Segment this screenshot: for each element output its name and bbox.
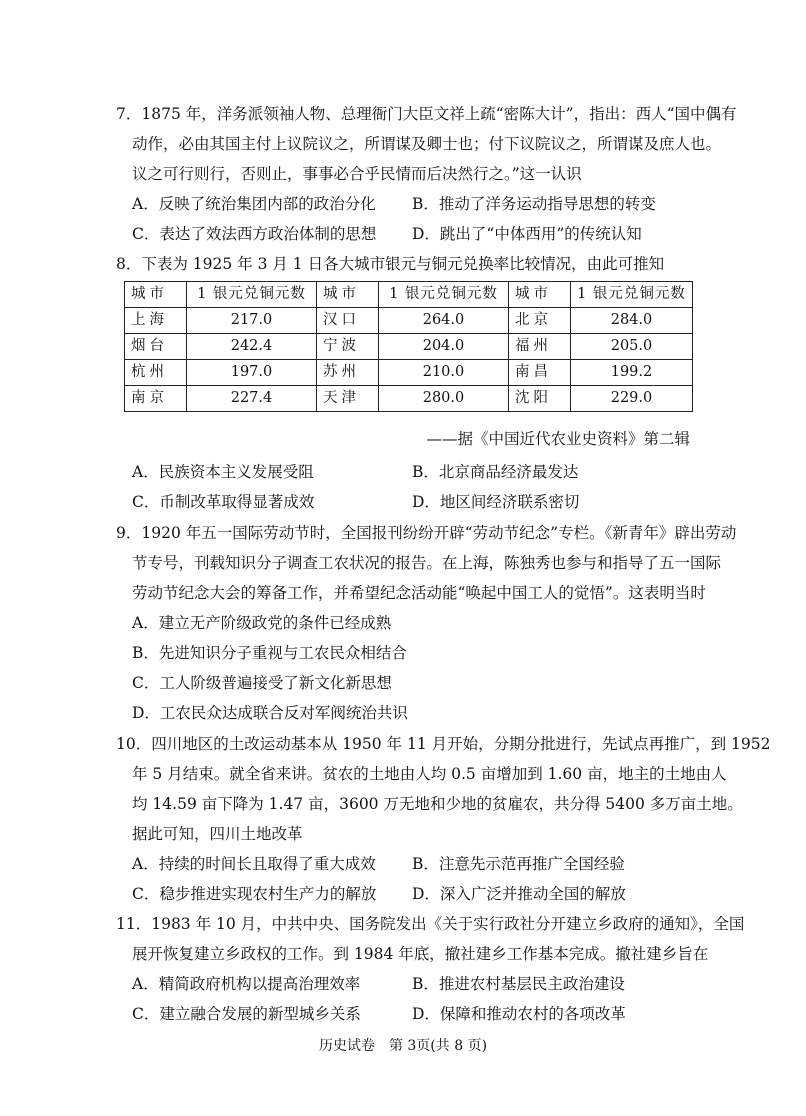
q10-stem-line-4: 据此可知，四川土地改革 [132,825,303,843]
table-row [125,360,693,386]
q10-option-d[interactable]: D．深入广泛并推动全国的解放 [412,885,626,903]
q7-stem-line-1: 7．1875 年，洋务派领袖人物、总理衙门大臣文祥上疏“密陈大计”，指出：西人“国中偶有 [116,105,737,123]
table-cell-rate: 242.4 [187,334,317,360]
q8-option-c[interactable]: C．币制改革取得显著成效 [132,493,315,511]
q10-stem-line-2: 年 5 月结束。就全省来讲。贫农的土地由人均 0.5 亩增加到 1.60 亩，地主的土地由人 [132,765,727,783]
q9-stem-line-1: 9．1920 年五一国际劳动节时，全国报刊纷纷开辟“劳动节纪念”专栏。《新青年》辟出劳动 [116,524,737,542]
table-cell-city: 福州 [509,334,571,360]
q9-option-b[interactable]: B．先进知识分子重视与工农民众相结合 [132,644,407,662]
q11-stem-line-1: 11．1983 年 10 月，中共中央、国务院发出《关于实行政社分开建立乡政府的通知》，全国 [116,915,745,933]
table-cell-rate: 284.0 [571,308,693,334]
table-cell-rate: 199.2 [571,360,693,386]
table-cell-city: 北京 [509,308,571,334]
table-cell-city: 沈阳 [509,386,571,412]
q10-stem-line-3: 均 14.59 亩下降为 1.47 亩，3600 万无地和少地的贫雇农，共分得 5400 多万亩土地。 [132,795,743,813]
table-cell-city: 南昌 [509,360,571,386]
q9-option-c[interactable]: C．工人阶级普遍接受了新文化新思想 [132,674,392,692]
table-cell-city: 天津 [317,386,379,412]
q7-option-c[interactable]: C．表达了效法西方政治体制的思想 [132,225,377,243]
table-row [125,308,693,334]
q11-option-b[interactable]: B．推进农村基层民主政治建设 [412,975,625,993]
table-cell-city: 南京 [125,386,187,412]
table-cell-rate: 227.4 [187,386,317,412]
q9-stem-line-2: 节专号，刊载知识分子调查工农状况的报告。在上海，陈独秀也参与和指导了五一国际 [132,554,722,572]
q10-stem-line-1: 10．四川地区的土改运动基本从 1950 年 11 月开始，分期分批进行，先试点再推广，到 1952 [116,735,771,753]
q7-option-d[interactable]: D．跳出了“中体西用”的传统认知 [412,225,642,243]
table-header-cell: 城市 [317,282,379,308]
table-cell-city: 杭州 [125,360,187,386]
table-cell-rate: 217.0 [187,308,317,334]
table-cell-rate: 264.0 [379,308,509,334]
q10-option-c[interactable]: C．稳步推进实现农村生产力的解放 [132,885,377,903]
table-header-row [125,282,693,308]
table-cell-city: 汉口 [317,308,379,334]
table-row [125,334,693,360]
q10-option-b[interactable]: B．注意先示范再推广全国经验 [412,855,625,873]
q9-stem-line-3: 劳动节纪念大会的筹备工作，并希望纪念活动能“唤起中国工人的觉悟”。这表明当时 [132,584,706,602]
table-cell-city: 苏州 [317,360,379,386]
table-cell-rate: 205.0 [571,334,693,360]
table-cell-rate: 204.0 [379,334,509,360]
table-cell-rate: 229.0 [571,386,693,412]
q11-option-c[interactable]: C．建立融合发展的新型城乡关系 [132,1005,361,1023]
q8-stem: 8．下表为 1925 年 3 月 1 日各大城市银元与铜元兑换率比较情况，由此可推知 [116,255,665,273]
q8-option-d[interactable]: D．地区间经济联系密切 [412,493,580,511]
exchange-rate-table [124,281,693,412]
q11-stem-line-2: 展开恢复建立乡政权的工作。到 1984 年底，撤社建乡工作基本完成。撤社建乡旨在 [132,945,709,963]
table-header-cell: 1 银元兑铜元数 [571,282,693,308]
q7-option-b[interactable]: B．推动了洋务运动指导思想的转变 [412,195,656,213]
table-cell-city: 烟台 [125,334,187,360]
table-header-cell: 1 银元兑铜元数 [187,282,317,308]
q7-stem-line-2: 动作，必由其国主付上议院议之，所谓谋及卿士也；付下议院议之，所谓谋及庶人也。 [132,135,722,153]
q8-option-b[interactable]: B．北京商品经济最发达 [412,463,579,481]
q9-option-d[interactable]: D．工农民众达成联合反对军阀统治共识 [132,704,408,722]
q7-option-a[interactable]: A．反映了统治集团内部的政治分化 [132,195,376,213]
table-cell-rate: 280.0 [379,386,509,412]
q10-option-a[interactable]: A．持续的时间长且取得了重大成效 [132,855,376,873]
table-cell-city: 上海 [125,308,187,334]
table-cell-rate: 210.0 [379,360,509,386]
q7-stem-line-3: 议之可行则行，否则止，事事必合乎民情而后决然行之。”这一认识 [132,165,582,183]
table-header-cell: 1 银元兑铜元数 [379,282,509,308]
q11-option-a[interactable]: A．精简政府机构以提高治理效率 [132,975,361,993]
q11-option-d[interactable]: D．保障和推动农村的各项改革 [412,1005,626,1023]
table-row [125,386,693,412]
table-cell-rate: 197.0 [187,360,317,386]
q9-option-a[interactable]: A．建立无产阶级政党的条件已经成熟 [132,614,392,632]
table-source-citation: ——据《中国近代农业史资料》第二辑 [426,430,690,448]
table-cell-city: 宁波 [317,334,379,360]
table-header-cell: 城市 [509,282,571,308]
table-header-cell: 城市 [125,282,187,308]
q8-option-a[interactable]: A．民族资本主义发展受阻 [132,463,314,481]
page-footer: 历史试卷 第 3页(共 8 页) [318,1038,488,1054]
